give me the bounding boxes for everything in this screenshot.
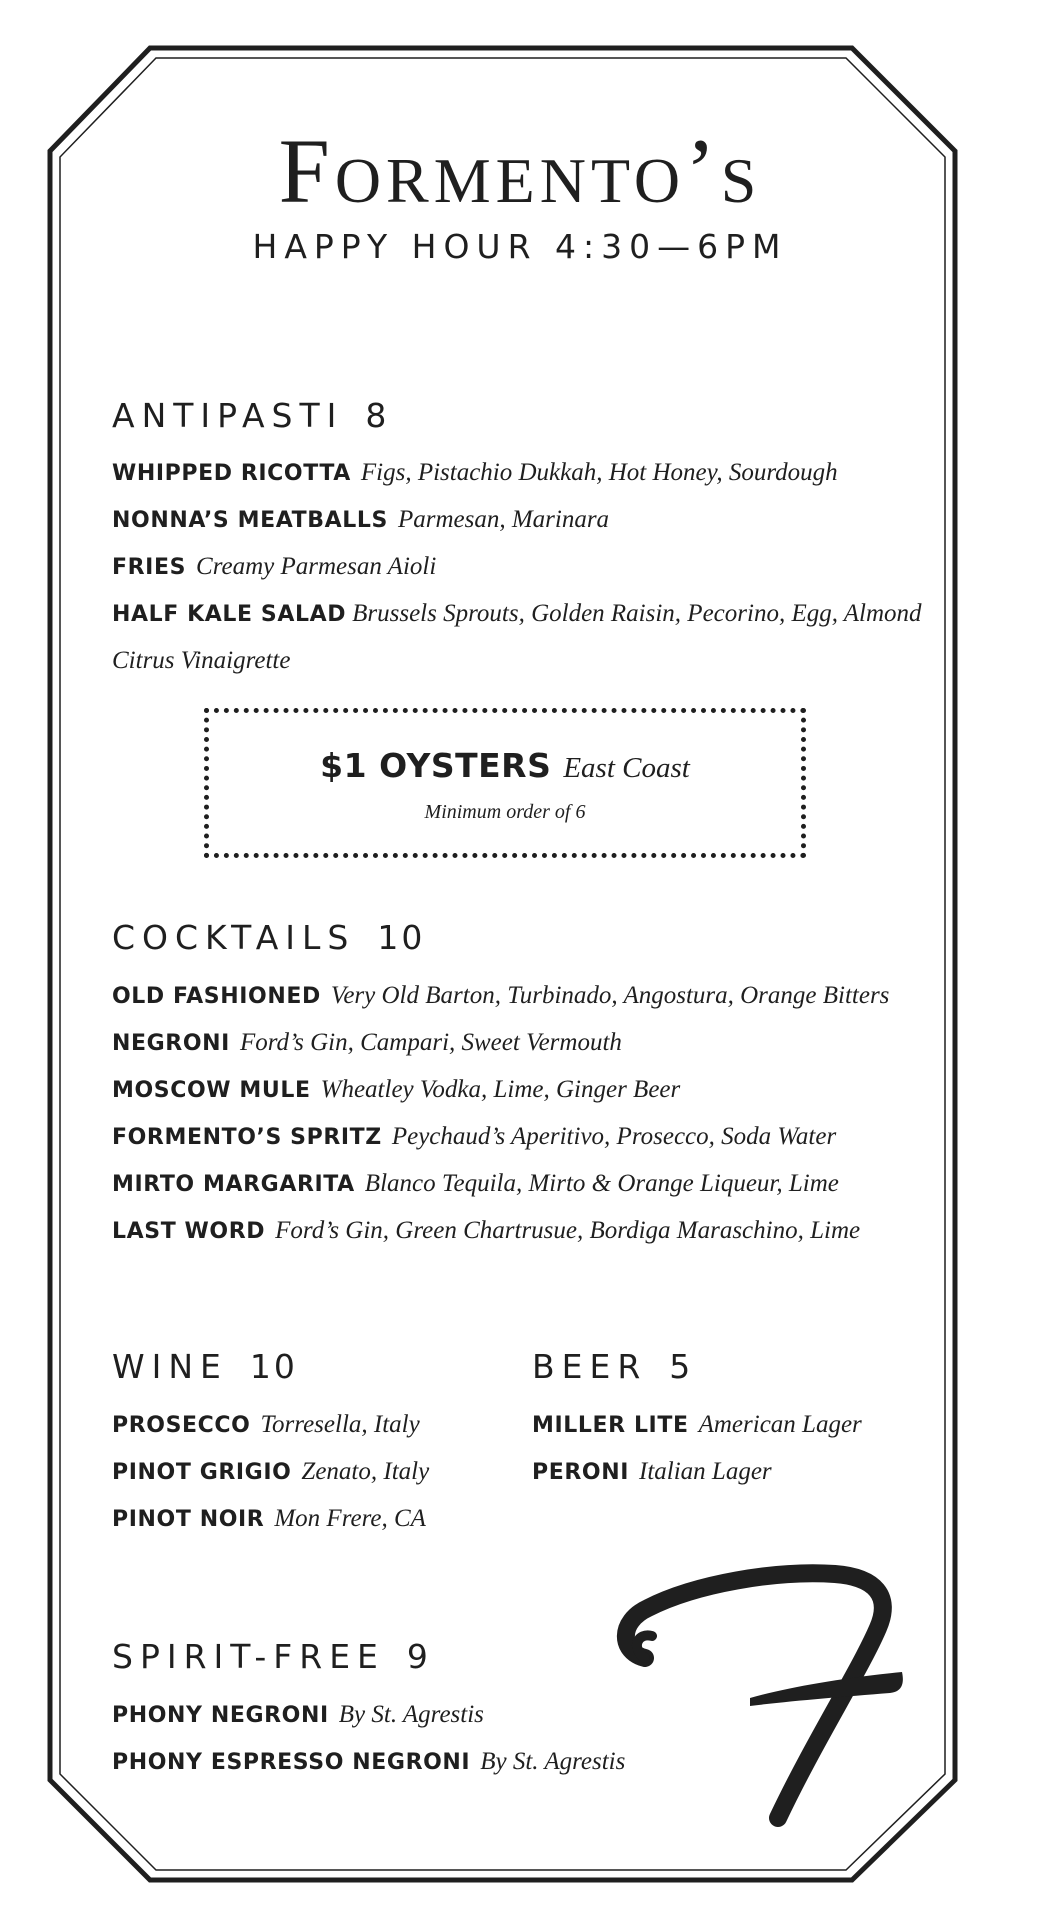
menu-item — [112, 459, 838, 487]
section-wine — [112, 1347, 298, 1386]
section-title: COCKTAILS — [112, 918, 356, 957]
item-description: Ford’s Gin, Green Chartrusue, Bordiga Maraschino, Lime — [275, 1217, 861, 1244]
item-description: Ford’s Gin, Campari, Sweet Vermouth — [239, 1029, 622, 1056]
section-spirit-free — [112, 1637, 431, 1676]
item-name: PROSECCO — [112, 1413, 251, 1438]
menu-item — [112, 1411, 420, 1439]
section-title: BEER — [532, 1347, 648, 1386]
menu-item — [112, 1076, 680, 1104]
item-name: MILLER LITE — [532, 1413, 689, 1438]
menu-item — [112, 1170, 839, 1198]
happy-hour-subtitle: HAPPY HOUR 4:30—6PM — [252, 227, 788, 266]
item-description: Figs, Pistachio Dukkah, Hot Honey, Sourdough — [360, 459, 838, 486]
menu-item — [112, 1701, 484, 1729]
item-description: Brussels Sprouts, Golden Raisin, Pecorino, Egg, Almond — [352, 600, 922, 627]
section-title: WINE — [112, 1347, 228, 1386]
section-price: 8 — [365, 396, 390, 435]
section-title: ANTIPASTI — [112, 396, 344, 435]
item-description: By St. Agrestis — [480, 1748, 626, 1775]
menu-item — [112, 506, 609, 534]
item-description: Wheatley Vodka, Lime, Ginger Beer — [320, 1076, 681, 1103]
menu-item — [112, 600, 922, 628]
section-antipasti — [112, 396, 390, 435]
item-description: Parmesan, Marinara — [397, 506, 610, 533]
item-description: Very Old Barton, Turbinado, Angostura, Orange Bitters — [330, 982, 890, 1009]
menu-item — [112, 1505, 426, 1533]
item-name: PHONY NEGRONI — [112, 1703, 329, 1728]
menu-item — [532, 1411, 862, 1439]
item-name: MIRTO MARGARITA — [112, 1172, 355, 1197]
section-price: 10 — [377, 918, 426, 957]
item-name: PINOT NOIR — [112, 1507, 265, 1532]
section-price: 10 — [249, 1347, 298, 1386]
menu-item — [112, 1029, 622, 1057]
restaurant-title: Formento’s — [278, 120, 762, 222]
item-name: PHONY ESPRESSO NEGRONI — [112, 1750, 471, 1775]
item-name: PERONI — [532, 1460, 629, 1485]
item-description: Mon Frere, CA — [274, 1505, 426, 1532]
item-name: PINOT GRIGIO — [112, 1460, 292, 1485]
section-price: 9 — [406, 1637, 431, 1676]
menu-item — [112, 553, 436, 581]
item-description-continued: Citrus Vinaigrette — [112, 647, 291, 674]
item-name: WHIPPED RICOTTA — [112, 461, 351, 486]
section-cocktails — [112, 918, 426, 957]
item-name: NEGRONI — [112, 1031, 230, 1056]
item-name: NONNA’S MEATBALLS — [112, 508, 388, 533]
oyster-note: Minimum order of 6 — [424, 801, 586, 823]
oyster-special — [204, 746, 806, 785]
item-description: Blanco Tequila, Mirto & Orange Liqueur, Lime — [364, 1170, 839, 1197]
menu-item — [112, 1123, 836, 1151]
menu-item — [112, 982, 889, 1010]
item-name: HALF KALE SALAD — [112, 602, 347, 627]
item-name: FORMENTO’S SPRITZ — [112, 1125, 382, 1150]
section-price: 5 — [669, 1347, 694, 1386]
item-name: MOSCOW MULE — [112, 1078, 311, 1103]
script-f-monogram-icon — [600, 1560, 920, 1830]
section-title: SPIRIT-FREE — [112, 1637, 385, 1676]
item-description: Zenato, Italy — [301, 1458, 430, 1485]
item-description: Creamy Parmesan Aioli — [196, 553, 437, 580]
section-beer — [532, 1347, 694, 1386]
item-description: American Lager — [698, 1411, 862, 1438]
item-name: LAST WORD — [112, 1219, 266, 1244]
item-description: Italian Lager — [639, 1458, 772, 1485]
menu-item — [112, 1748, 625, 1776]
menu-item — [112, 1217, 860, 1245]
menu-item — [112, 1458, 429, 1486]
menu-item — [532, 1458, 772, 1486]
oyster-name: $1 OYSTERS — [320, 746, 552, 785]
item-description: Peychaud’s Aperitivo, Prosecco, Soda Water — [391, 1123, 837, 1150]
item-name: FRIES — [112, 555, 187, 580]
item-name: OLD FASHIONED — [112, 984, 321, 1009]
item-description: Torresella, Italy — [260, 1411, 420, 1438]
oyster-description: East Coast — [563, 752, 690, 784]
item-description: By St. Agrestis — [338, 1701, 484, 1728]
